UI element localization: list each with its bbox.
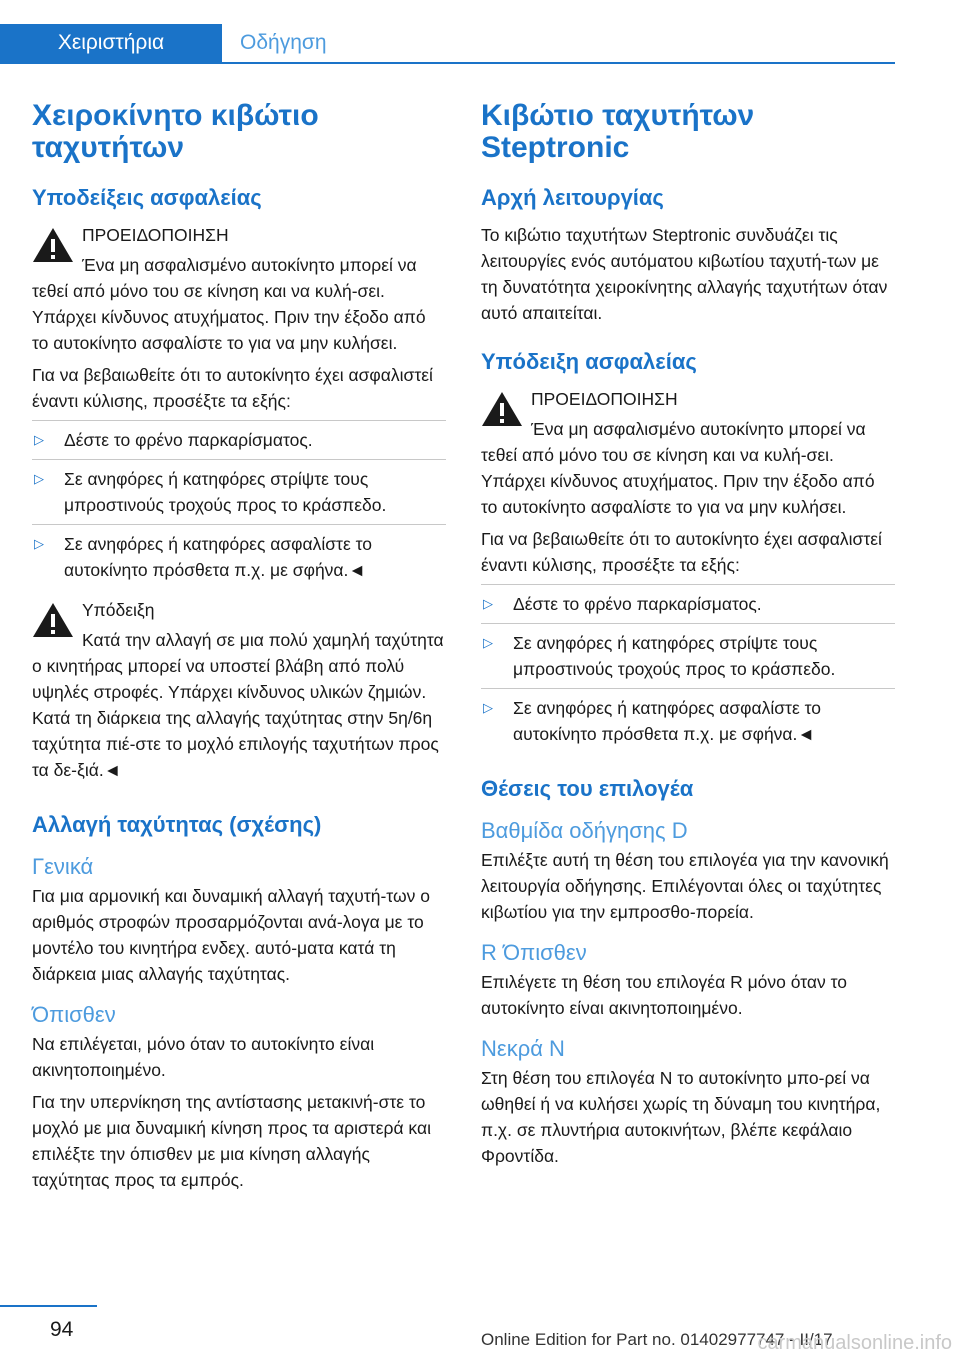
warning-triangle-icon [32,601,74,639]
triangle-bullet-icon: ▷ [34,536,44,551]
list-item: ▷ Σε ανηφόρες ή κατηφόρες στρίψτε τους μπροστινούς τροχούς προς το κράσπεδο. [32,459,446,524]
bullet-list [32,420,446,589]
principle-text: Το κιβώτιο ταχυτήτων Steptronic συνδυάζει τις λειτουργίες ενός αυτόματου κιβωτίου ταχυτή-των με τη δυνατότητα χειροκίνητης αλλαγής ταχυτήτων όταν αυτό απαιτείται. [481,225,888,323]
warning-label: ΠΡΟΕΙΔΟΠΟΙΗΣΗ [531,389,678,409]
warning-block [481,386,895,520]
list-item: ▷ Δέστε το φρένο παρκαρίσματος. [32,420,446,459]
general-heading: Γενικά [32,854,94,879]
list-item: ▷ Δέστε το φρένο παρκαρίσματος. [481,584,895,623]
right-column [481,100,895,1175]
page-number-rule [0,1305,97,1307]
page-number: 94 [50,1318,74,1341]
selector-positions-heading: Θέσεις του επιλογέα [481,776,694,801]
triangle-bullet-icon: ▷ [483,635,493,650]
left-column [32,100,446,1199]
note-label: Υπόδειξη [82,600,155,620]
bullet-list [481,584,895,753]
warning-block [32,222,446,356]
note-block [32,597,446,783]
neutral-text: Στη θέση του επιλογέα N το αυτοκίνητο μπο-ρεί να ωθηθεί ή να κυλήσει χωρίς τη δύναμη του κινητήρα, π.χ. σε πλυντήρια αυτοκινήτων, βλέπε κεφάλαιο Φροντίδα. [481,1068,881,1166]
gear-change-heading: Αλλαγή ταχύτητας (σχέσης) [32,812,322,837]
triangle-bullet-icon: ▷ [483,700,493,715]
list-item: ▷ Σε ανηφόρες ή κατηφόρες ασφαλίστε το αυτοκίνητο πρόσθετα π.χ. με σφήνα.◄ [32,524,446,589]
drive-heading: Βαθμίδα οδήγησης D [481,818,688,843]
safety-heading: Υπόδειξη ασφαλείας [481,349,697,374]
list-item: ▷ Σε ανηφόρες ή κατηφόρες στρίψτε τους μπροστινούς τροχούς προς το κράσπεδο. [481,623,895,688]
triangle-bullet-icon: ▷ [34,471,44,486]
intro-text: Για να βεβαιωθείτε ότι το αυτοκίνητο έχει ασφαλιστεί έναντι κύλισης, προσέξτε τα εξής: [32,365,433,411]
warning-label: ΠΡΟΕΙΔΟΠΟΙΗΣΗ [82,225,229,245]
triangle-bullet-icon: ▷ [34,432,44,447]
watermark-text: carmanualsonline.info [757,1332,952,1354]
reverse-text: Επιλέγετε τη θέση του επιλογέα R μόνο όταν το αυτοκίνητο είναι ακινητοποιημένο. [481,972,848,1018]
steptronic-title: Κιβώτιο ταχυτήτων Steptronic [481,99,755,164]
safety-heading: Υποδείξεις ασφαλείας [32,185,262,210]
reverse-text-2: Για την υπερνίκηση της αντίστασης μετακινή-στε το μοχλό με μια δυναμική κίνηση προς τα αριστερά και επιλέξτε την όπισθεν με μια κίνηση αλλαγής ταχύτητας προς τα εμπρός. [32,1092,431,1190]
reverse-heading: R Όπισθεν [481,940,587,965]
page-header [0,0,960,62]
triangle-bullet-icon: ▷ [483,596,493,611]
warning-text: Ένα μη ασφαλισμένο αυτοκίνητο μπορεί να τεθεί από μόνο του σε κίνηση και να κυλή-σει. Υπάρχει κίνδυνος ατυχήματος. Πριν την έξοδο από το αυτοκίνητο ασφαλίστε το για να μην κυλήσει. [481,419,875,517]
tab-driving[interactable]: Οδήγηση [240,31,327,54]
reverse-text-1: Να επιλέγεται, μόνο όταν το αυτοκίνητο είναι ακινητοποιημένο. [32,1034,375,1080]
warning-triangle-icon [32,226,74,264]
reverse-heading: Όπισθεν [32,1002,116,1027]
drive-text: Επιλέξτε αυτή τη θέση του επιλογέα για την κανονική λειτουργία οδήγησης. Επιλέγονται όλες οι ταχύτητες κιβωτίου για την εμπροσθο-πορεία. [481,850,889,922]
neutral-heading: Νεκρά N [481,1036,565,1061]
warning-text: Ένα μη ασφαλισμένο αυτοκίνητο μπορεί να τεθεί από μόνο του σε κίνηση και να κυλή-σει. Υπάρχει κίνδυνος ατυχήματος. Πριν την έξοδο από το αυτοκίνητο ασφαλίστε το για να μην κυλήσει. [32,255,426,353]
edition-text: Online Edition for Part no. 01402977747 - II/17 [481,1330,833,1349]
tab-controls[interactable]: Χειριστήρια [0,24,222,62]
warning-triangle-icon [481,390,523,428]
principle-heading: Αρχή λειτουργίας [481,185,664,210]
general-text: Για μια αρμονική και δυναμική αλλαγή ταχυτή-των ο αριθμός στροφών προσαρμόζονται ανά-λογα με το μοντέλο του κινητήρα ενδεχ. αυτό-ματα κατά τη διάρκεια μιας αλλαγής ταχύτητας. [32,886,430,984]
list-item: ▷ Σε ανηφόρες ή κατηφόρες ασφαλίστε το αυτοκίνητο πρόσθετα π.χ. με σφήνα.◄ [481,688,895,753]
manual-gearbox-title: Χειροκίνητο κιβώτιο ταχυτήτων [32,99,319,164]
intro-text: Για να βεβαιωθείτε ότι το αυτοκίνητο έχει ασφαλιστεί έναντι κύλισης, προσέξτε τα εξής: [481,529,882,575]
note-text: Κατά την αλλαγή σε μια πολύ χαμηλή ταχύτητα ο κινητήρας μπορεί να υποστεί βλάβη από πολύ υψηλές στροφές. Υπάρχει κίνδυνος υλικών ζημιών. Κατά τη διάρκεια της αλλαγής ταχύτητας στην 5η/6η ταχύτητα πιέ-στε το μοχλό επιλογής ταχυτήτων προς τα δε-ξιά.◄ [32,630,444,780]
